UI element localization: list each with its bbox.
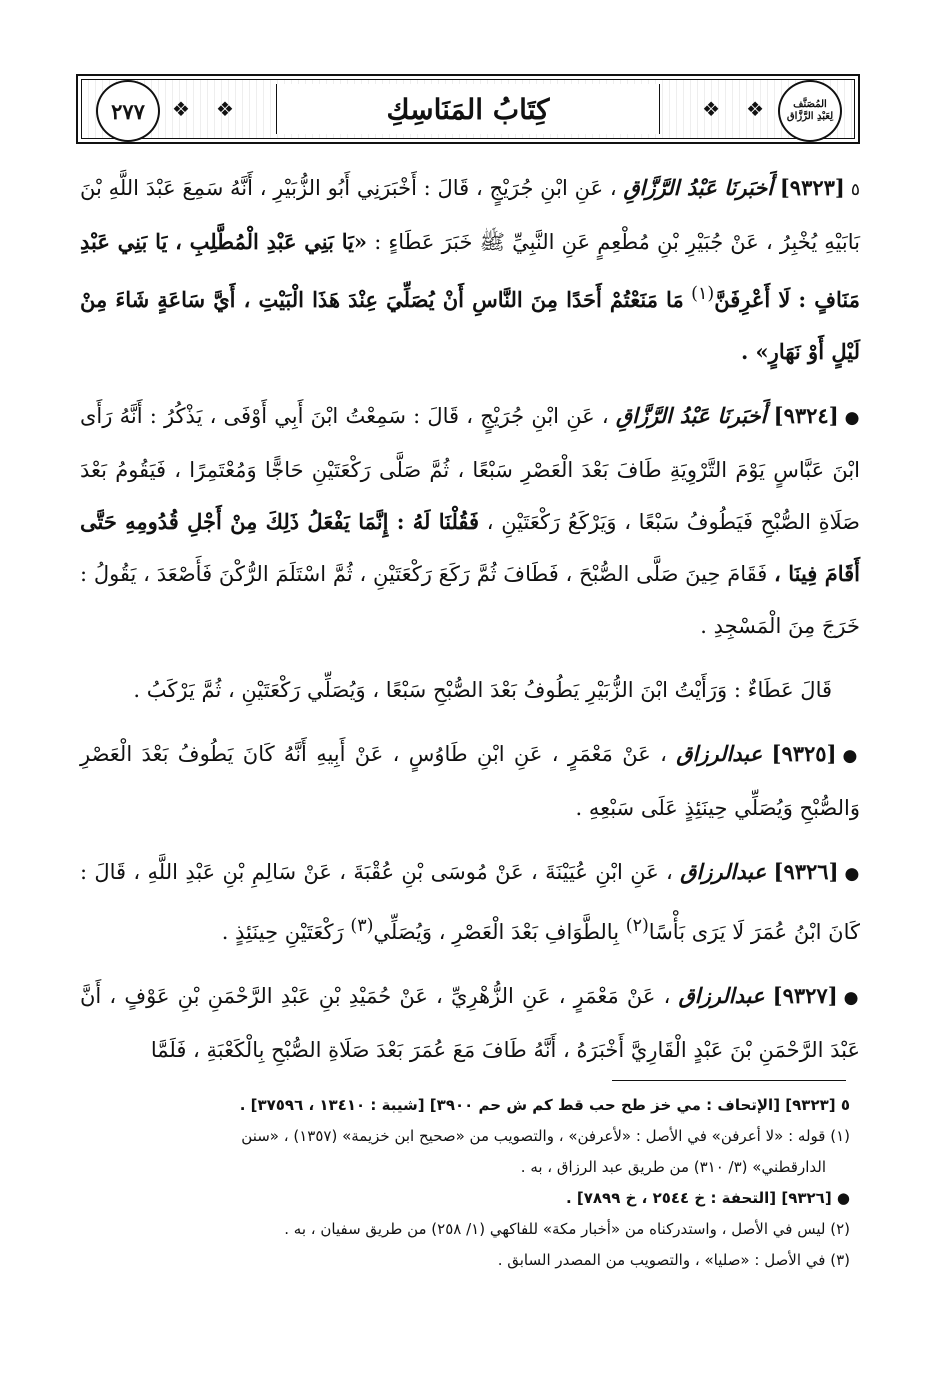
footnote-1-continuation: الدارقطني» (٣/ ٣١٠) من طريق عبد الرزاق ، به . (520, 1158, 826, 1176)
footnote-1: (١) قوله : «لا أعرفن» في الأصل : «لأعرفن» ، والتصويب من «صحيح ابن خزيمة» (١٣٥٧) ، «سنن (241, 1127, 850, 1145)
hadith-narrator: عبدالرزاق (680, 859, 767, 884)
hadith-number: [٩٣٢٣] (779, 175, 845, 200)
hadith-marker: ● (844, 408, 860, 428)
hadith-text: ، عَنِ ابْنِ جُرَيْجٍ ، قَالَ : سَمِعْتُ ابْنَ أَبِي أَوْفَى ، يَذْكُرُ : أَنَّهُ رَأَى ابْنَ عَبَّاسٍ يَوْمَ التَّرْوِيَةِ طَافَ بَعْدَ الْعَصْرِ سَبْعًا ، ثُمَّ صَلَّى رَكْعَتَيْنِ حَاجًّا وَمُعْتَمِرًا ، فَيَقُومُ بَعْدَ صَلَاةِ الصُّبْحِ فَيَطُوفُ سَبْعًا ، وَيَرْكَعُ رَكْعَتَيْنِ ، (80, 404, 861, 534)
page-number-medallion (96, 80, 160, 142)
source-reference: ● [٩٣٢٦] [التحفة : خ ٢٥٤٤ ، خ ٧٨٩٩] . (565, 1189, 850, 1207)
hadith-text: بِالطَّوَافِ بَعْدَ الْعَصْرِ ، وَيُصَلِّي (373, 920, 620, 944)
hadith-9327 (80, 970, 860, 1076)
source-reference: ٥ [٩٣٢٣] [الإتحاف : مي خز طح حب قط كم ش حم ٣٩٠٠] [شيبة : ١٣٤١٠ ، ٣٧٥٩٦] . (239, 1096, 850, 1114)
hadith-marker: ● (844, 864, 860, 884)
page-number: ٢٧٧ (111, 98, 145, 124)
hadith-quote: مَا مَنَعْتُمْ أَحَدًا مِنَ النَّاسِ أَنْ يُصَلِّيَ عِنْدَ هَذَا الْبَيْتِ ، أَيَّ سَاعَةٍ شَاءَ مِنْ لَيْلٍ أَوْ نَهَارٍ» . (80, 287, 860, 364)
ornament-icon: ❖ (746, 97, 764, 121)
hadith-marker: ● (842, 746, 860, 766)
hadith-narrator: عبدالرزاق (676, 741, 763, 766)
hadith-text: رَكْعَتَيْنِ حِينَئِذٍ . (221, 920, 344, 944)
hadith-text: ، عَنْ مَعْمَرٍ ، عَنِ ابْنِ طَاوُسٍ ، عَنْ أَبِيهِ أَنَّهُ كَانَ يَطُوفُ بَعْدَ الْعَصْرِ وَالصُّبْحِ وَيُصَلِّي حِينَئِذٍ عَلَى سَبْعِهِ . (80, 742, 860, 820)
book-title: كِتَابُ المَنَاسِكِ (386, 92, 550, 126)
hadith-9324-continuation: قَالَ عَطَاءٌ : وَرَأَيْتُ ابْنَ الزُّبَيْرِ يَطُوفُ بَعْدَ الصُّبْحِ سَبْعًا ، وَيُصَلِّي رَكْعَتَيْنِ ، ثُمَّ يَرْكَبُ . (133, 678, 832, 702)
hadith-text: ، عَنْ مَعْمَرٍ ، عَنِ الزُّهْرِيِّ ، عَنْ حُمَيْدِ بْنِ عَبْدِ الرَّحْمَنِ بْنِ عَوْفٍ ، أَنَّ عَبْدَ الرَّحْمَنِ بْنَ عَبْدٍ الْقَارِيَّ أَخْبَرَهُ ، أَنَّهُ طَافَ مَعَ عُمَرَ بَعْدَ صَلَاةِ الصُّبْحِ بِالْكَعْبَةِ ، فَلَمَّا (80, 984, 860, 1062)
hadith-quote: فَقُلْنَا لَهُ : إِنَّمَا يَفْعَلُ ذَلِكَ مِنْ أَجْلِ قُدُومِهِ حَتَّى أَقَامَ فِينَا ، (80, 509, 860, 586)
hadith-9325 (80, 728, 860, 834)
seal-line: لِعَبْدِ الرَّزَّاق (786, 111, 834, 122)
footnote-divider (612, 1080, 846, 1081)
footnote-2: (٢) ليس في الأصل ، واستدركناه من «أخبار مكة» للفاكهي (١/ ٢٥٨) من طريق سفيان ، به . (284, 1220, 850, 1238)
footnote-ref[interactable]: (١) (691, 284, 715, 304)
hadith-number: [٩٣٢٧] (772, 983, 838, 1008)
footnotes (80, 1090, 850, 1276)
hadith-quote: «يَا بَنِي عَبْدِ الْمُطَّلِبِ ، يَا بَنِي عَبْدِ مَنَافٍ : لَا أَعْرِفَنَّ (80, 229, 861, 312)
footnote-3: (٣) في الأصل : «صليا» ، والتصويب من المصدر السابق . (497, 1251, 850, 1269)
hadith-text: ، عَنِ ابْنِ جُرَيْجٍ ، قَالَ : أَخْبَرَنِي أَبُو الزُّبَيْرِ ، أَنَّهُ سَمِعَ عَبْدَ اللَّهِ بْنَ بَابَيْهِ يُخْبِرُ ، عَنْ جُبَيْرِ بْنِ مُطْعِمٍ عَنِ النَّبِيِّ ﷺ خَبَرَ عَطَاءٍ : (80, 176, 860, 254)
ornament-icon: ❖ (702, 97, 720, 121)
ornament-icon: ❖ (216, 97, 234, 121)
title-plate (276, 84, 660, 134)
hadith-9324 (80, 390, 860, 652)
hadith-marker: ● (843, 988, 860, 1008)
footnote-ref[interactable]: (٣) (350, 916, 374, 936)
hadith-narrator: عبدالرزاق (678, 983, 765, 1008)
hadith-number: [٩٣٢٦] (773, 859, 839, 884)
main-text (80, 162, 860, 1088)
page-header (76, 74, 860, 144)
book-seal (778, 80, 842, 142)
hadith-text: ، عَنِ ابْنِ عُيَيْنَةَ ، عَنْ مُوسَى بْنِ عُقْبَةَ ، عَنْ سَالِمِ بْنِ عَبْدِ اللَّهِ ، قَالَ : كَانَ ابْنُ عُمَرَ لَا يَرَى بَأْسًا (80, 860, 860, 944)
hadith-marker: ٥ (850, 180, 860, 200)
hadith-9323 (80, 162, 860, 378)
ornament-icon: ❖ (172, 97, 190, 121)
seal-line: المُصَنَّف (793, 99, 827, 110)
hadith-narrator: أَخبَرنَا عَبْدُ الرَّزَّاقِ (623, 175, 774, 200)
footnote-ref[interactable]: (٢) (625, 916, 649, 936)
hadith-text: فَقَامَ حِينَ صَلَّى الصُّبْحَ ، فَطَافَ ثُمَّ رَكَعَ رَكْعَتَيْنِ ، ثُمَّ اسْتَلَمَ الرُّكْنَ فَأَصْعَدَ ، يَقُولُ : خَرَجَ مِنَ الْمَسْجِدِ . (80, 562, 860, 638)
hadith-number: [٩٣٢٤] (773, 403, 839, 428)
hadith-narrator: أَخبَرنَا عَبْدُ الرَّزَّاقِ (615, 403, 767, 428)
hadith-9326 (80, 846, 860, 958)
hadith-number: [٩٣٢٥] (771, 741, 837, 766)
book-seal-text (787, 99, 833, 123)
